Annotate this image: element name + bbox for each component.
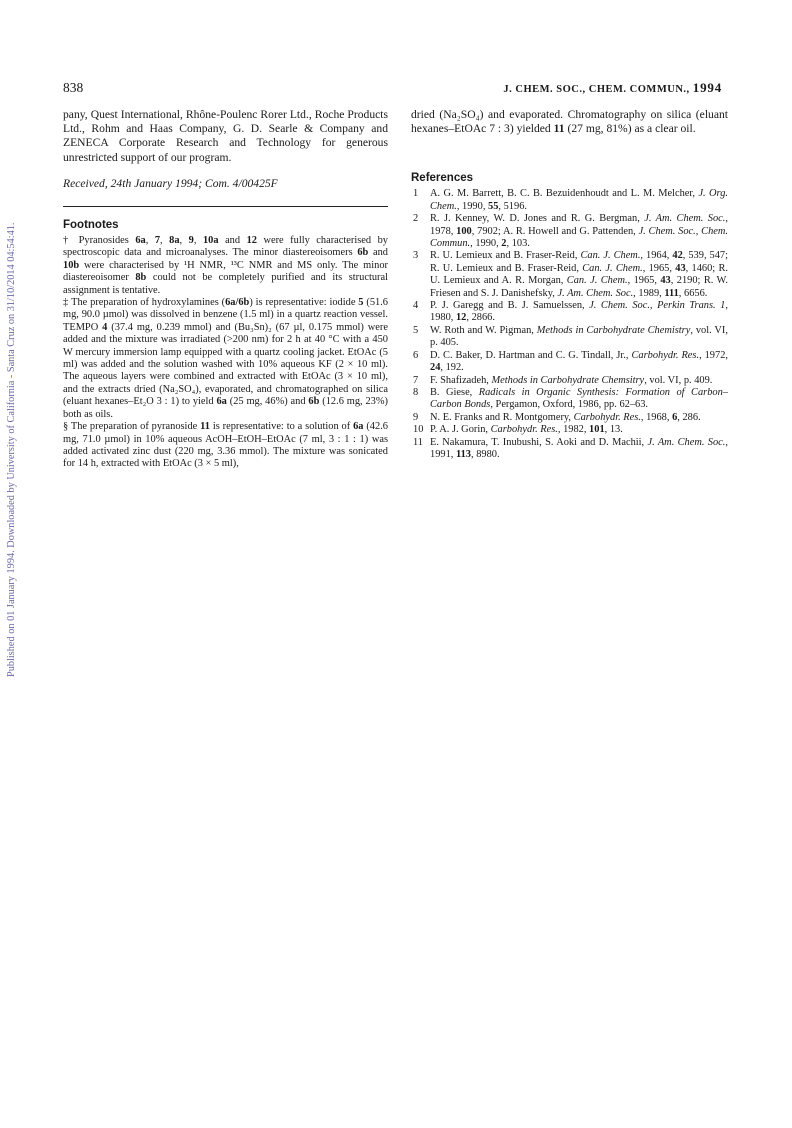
right-column <box>411 108 728 461</box>
reference-item: 6 D. C. Baker, D. Hartman and C. G. Tindall, Jr., Carbohydr. Res., 1972, 24, 192. <box>413 349 728 374</box>
reference-item: 10 P. A. J. Gorin, Carbohydr. Res., 1982, 101, 13. <box>413 424 623 436</box>
reference-list <box>411 188 728 461</box>
reference-item: 9 N. E. Franks and R. Montgomery, Carbohydr. Res., 1968, 6, 286. <box>413 411 701 423</box>
acknowledgements-text: pany, Quest International, Rhône-Poulenc Rorer Ltd., Roche Products Ltd., Rohm and Haas Company, G. D. Searle & Company and ZENECA Corporate Research and Technology for generous unrestricted support of our program. <box>63 108 388 164</box>
left-column <box>63 108 388 471</box>
journal-name: J. CHEM. SOC., CHEM. COMMUN., <box>503 84 690 95</box>
reference-item: 2 R. J. Kenney, W. D. Jones and R. G. Bergman, J. Am. Chem. Soc., 1978, 100, 7902; A. R. Howell and G. Pattenden, J. Chem. Soc., Chem. Commun., 1990, 2, 103. <box>413 213 729 250</box>
footnote-dagger: † Pyranosides 6a, 7, 8a, 9, 10a and 12 were fully characterised by spectroscopic data and microanalyses. The minor diastereoisomers 6b and 10b were characterised by ¹H NMR, ¹³C NMR and MS only. The minor diastereoisomer 8b could not be completely purified and its structural assignment is tentative. <box>63 235 388 296</box>
reference-item: 5 W. Roth and W. Pigman, Methods in Carbohydrate Chemistry, vol. VI, p. 405. <box>413 324 728 349</box>
download-watermark: Published on 01 January 1994. Downloaded by University of California - Santa Cruz on 31/10/2014 04:54:41. <box>6 222 17 678</box>
reference-item: 8 B. Giese, Radicals in Organic Synthesis: Formation of Carbon–Carbon Bonds, Pergamon, Oxford, 1986, pp. 62–63. <box>413 386 728 411</box>
references-heading: References <box>411 172 474 185</box>
footnotes-heading: Footnotes <box>63 219 119 232</box>
footnote-double-dagger: ‡ The preparation of hydroxylamines (6a/6b) is representative: iodide 5 (51.6 mg, 90.0 µmol) was dissolved in benzene (1.5 ml) in a quartz reaction vessel. TEMPO 4 (37.4 mg, 0.239 mmol) and (Bu₃Sn)₂ (67 µl, 0.175 mmol) were added and the mixture was irradiated (>200 nm) for 2 h at 40 °C with a 450 W mercury immersion lamp equipped with a quartz cooling jacket. EtOAc (5 ml) was added and the solution washed with 10% aqueous KF (2 × 10 ml). The aqueous layers were combined and extracted with EtOAc (3 × 10 ml), and the extracts dried (Na₂SO₄), evaporated, and chromatographed on silica (eluant hexanes–Et₂O 3 : 1) to yield 6a (25 mg, 46%) and 6b (12.6 mg, 23%) both as oils. <box>63 297 388 420</box>
reference-item: 11 E. Nakamura, T. Inubushi, S. Aoki and D. Machii, J. Am. Chem. Soc., 1991, 113, 8980. <box>413 436 728 460</box>
reference-item: 7 F. Shafizadeh, Methods in Carbohydrate Chemsitry, vol. VI, p. 409. <box>413 374 713 386</box>
footnote-section: § The preparation of pyranoside 11 is representative: to a solution of 6a (42.6 mg, 71.0 µmol) in 10% aqueous AcOH–EtOH–EtOAc (7 ml, 3 : 1 : 1) was added activated zinc dust (220 mg, 3.36 mmol). The mixture was sonicated for 14 h, extracted with EtOAc (3 × 5 ml), <box>63 421 388 470</box>
footnote-continuation: dried (Na₂SO₄) and evaporated. Chromatography on silica (eluant hexanes–EtOAc 7 : 3) yielded 11 (27 mg, 81%) as a clear oil. <box>411 108 728 136</box>
running-head <box>503 80 722 96</box>
reference-item: 4 P. J. Garegg and B. J. Samuelssen, J. Chem. Soc., Perkin Trans. 1, 1980, 12, 2866. <box>413 300 728 324</box>
section-divider <box>63 206 388 207</box>
reference-item: 1 A. G. M. Barrett, B. C. B. Bezuidenhoudt and L. M. Melcher, J. Org. Chem., 1990, 55, 5196. <box>413 188 729 212</box>
journal-year: 1994 <box>692 80 722 95</box>
received-line: Received, 24th January 1994; Com. 4/00425F <box>63 176 278 190</box>
reference-item: 3 R. U. Lemieux and B. Fraser-Reid, Can. J. Chem., 1964, 42, 539, 547; R. U. Lemieux and B. Fraser-Reid, Can. J. Chem., 1965, 43, 1460; R. U. Lemieux and A. R. Morgan, Can. J. Chem., 1965, 43, 2190; R. W. Friesen and S. J. Danishefsky, J. Am. Chem. Soc., 1989, 111, 6656. <box>413 250 729 299</box>
page-number: 838 <box>63 80 84 95</box>
